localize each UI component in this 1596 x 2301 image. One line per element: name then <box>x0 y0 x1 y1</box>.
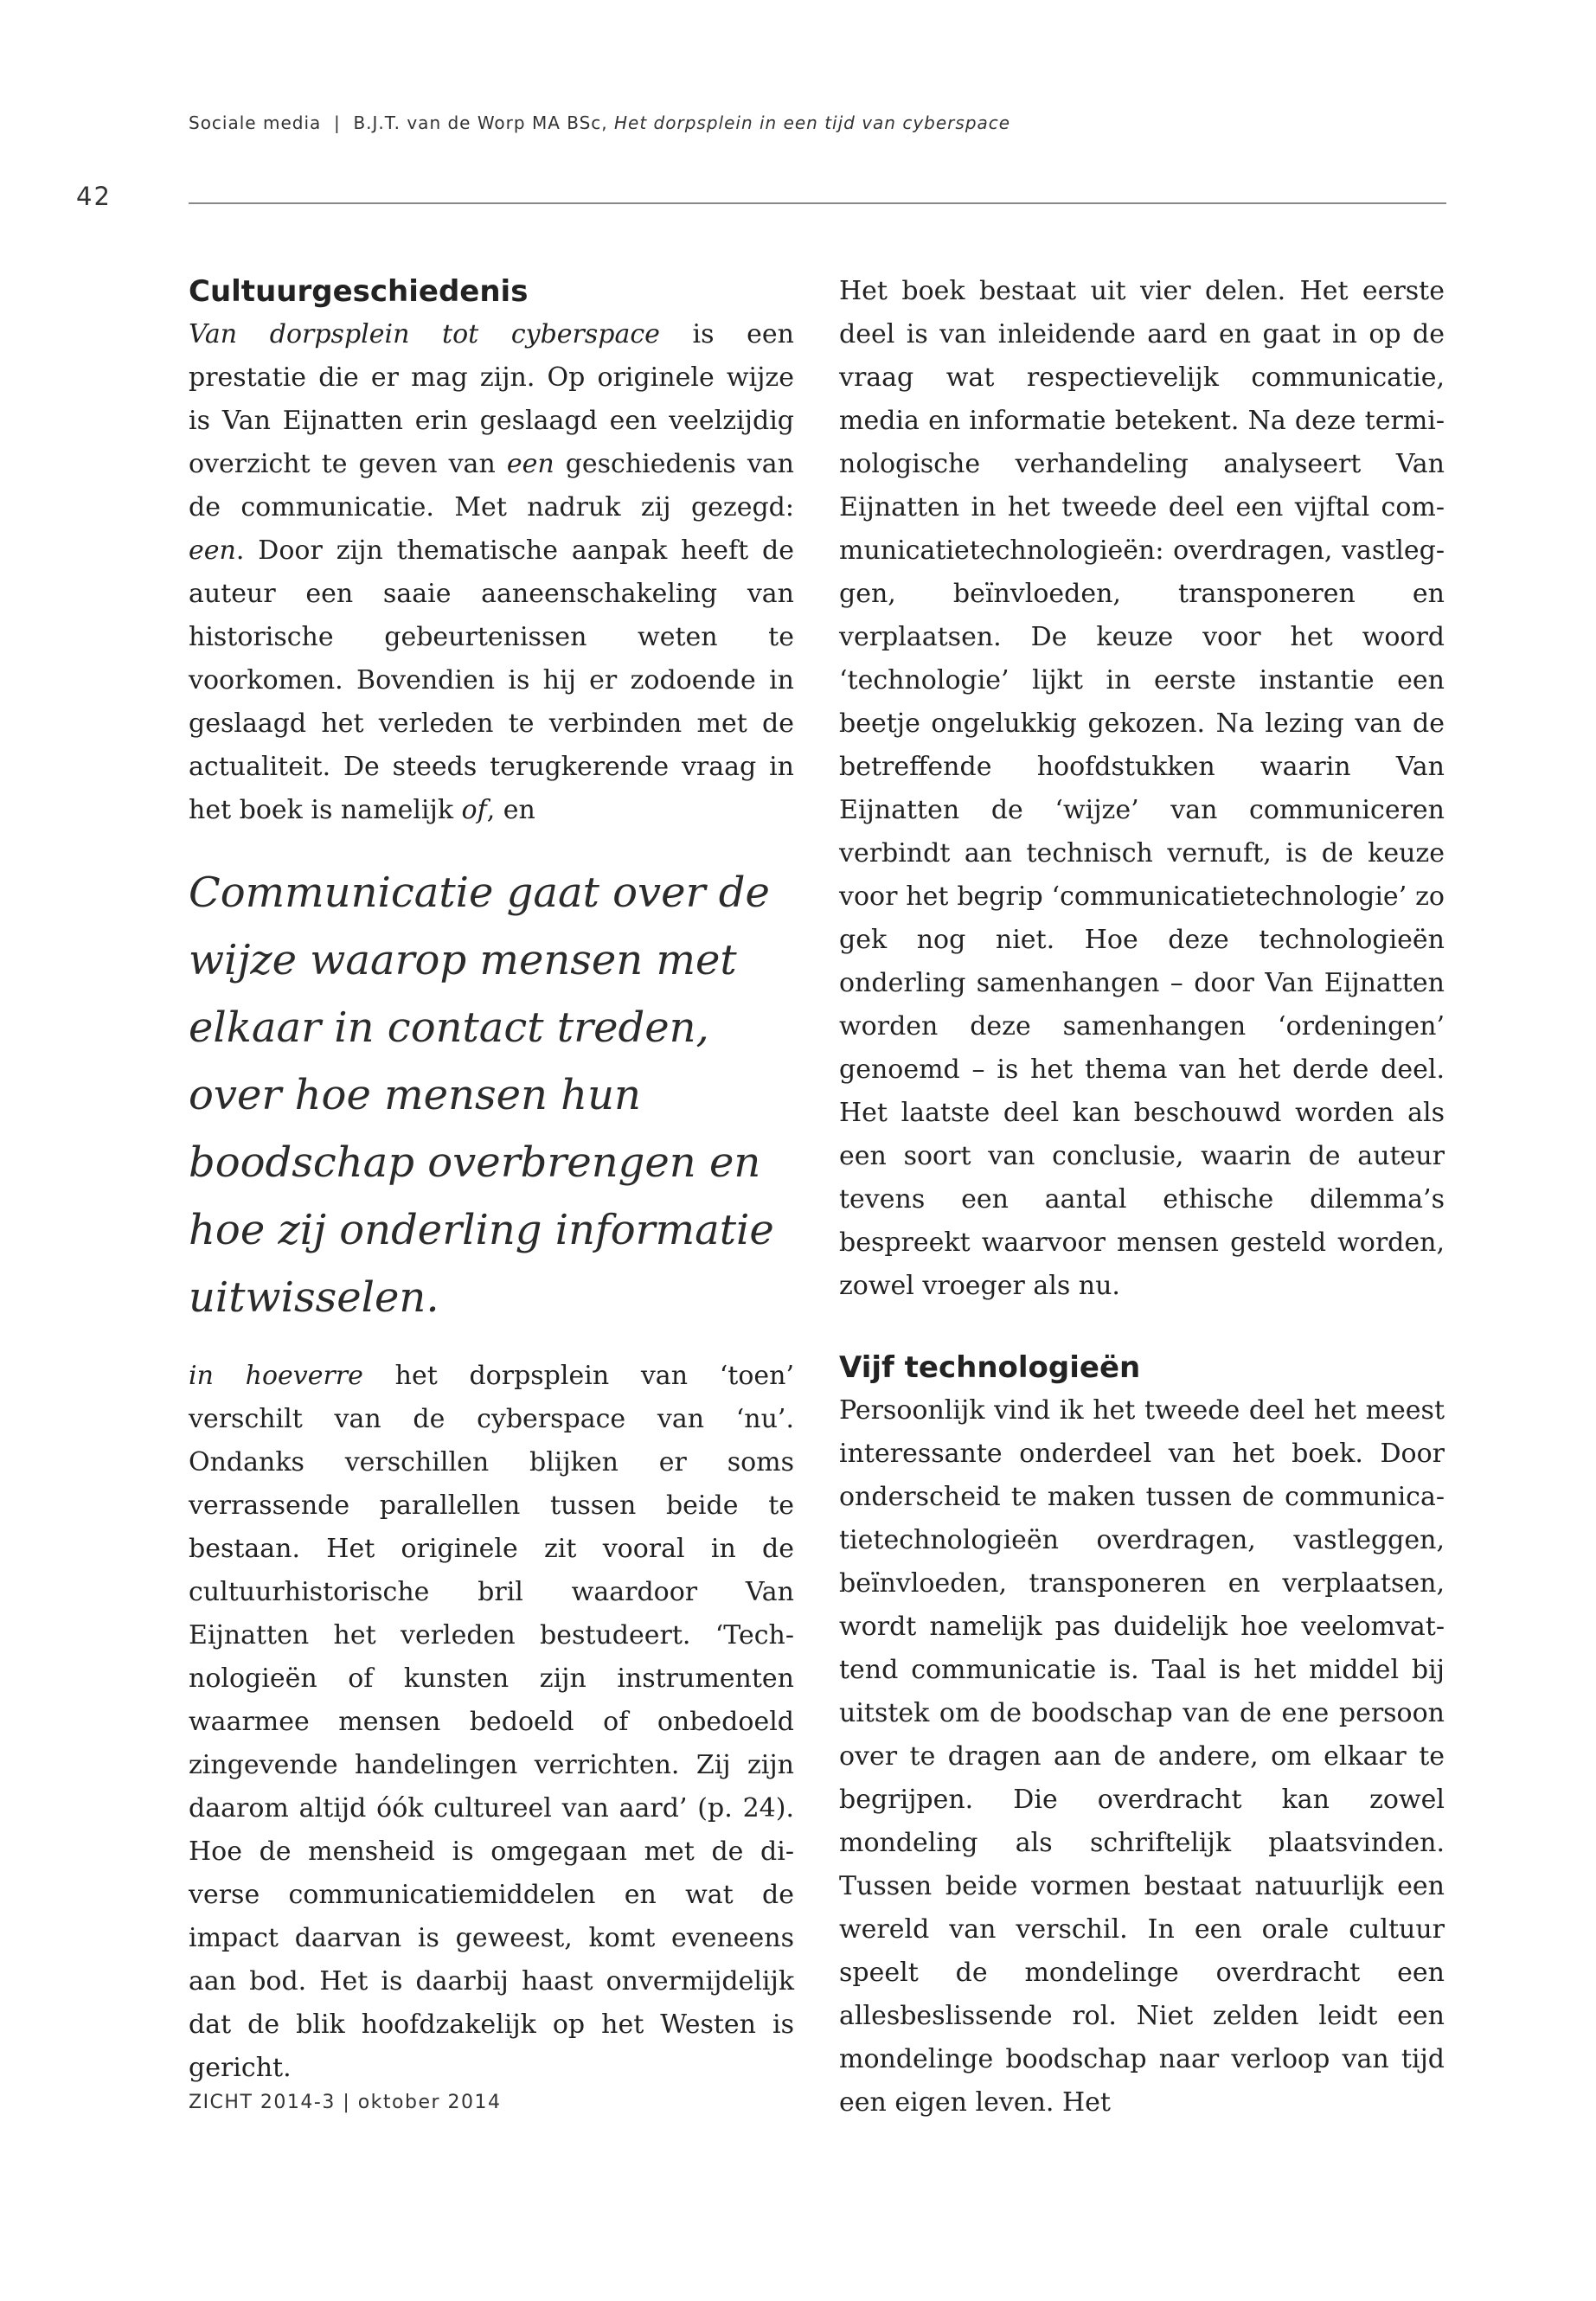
left-column-top <box>189 270 794 832</box>
book-title: Van dorpsplein tot cyberspace <box>189 319 660 349</box>
right-column <box>839 270 1445 2125</box>
page-number: 42 <box>76 182 112 211</box>
body-paragraph: Het boek bestaat uit vier delen. Het eerste deel is van inleidende aard en gaat in op de vraag wat respectievelijk communicatie, media en informatie betekent. Na deze terminologische verhandeling analyseert Van Eijnatten in het tweede deel een vijftal communicatietechnologieën: overdragen, vastleggen, beïnvloeden, transponeren en verplaatsen. De keuze voor het woord ‘technologie’ lijkt in eerste instantie een beetje ongelukkig gekozen. Na lezing van de betreffende hoofdstukken waarin Van Eijnatten de ‘wijze’ van communiceren verbindt aan technisch vernuft, is de keuze voor het begrip ‘communicatietechnologie’ zo gek nog niet. Hoe deze technologieën onderling samenhangen – door Van Eijnatten worden deze samenhangen ‘ordeningen’ genoemd – is het thema van het derde deel. Het laatste deel kan beschouwd worden als een soort van conclusie, waarin de auteur tevens een aantal ethische dilemma’s bespreekt waarvoor mensen gesteld worden, zowel vroeger als nu. <box>839 276 1445 1301</box>
header-rule <box>189 202 1446 204</box>
footer-issue: ZICHT 2014-3 | oktober 2014 <box>189 2092 502 2113</box>
running-head-section: Sociale media <box>189 112 322 133</box>
section-heading-cultuurgeschiedenis: Cultuurgeschiedenis <box>189 274 529 309</box>
running-head-title: Het dorpsplein in een tijd van cyberspace <box>614 112 1011 133</box>
left-column-bottom <box>189 1355 794 2090</box>
body-paragraph: in hoeverre het dorpsplein van ‘toen’ verschilt van de cyberspace van ‘nu’. Ondanks verschillen blijken er soms verrassende parallellen tussen beide te bestaan. Het originele zit vooral in de cultuurhistorische bril waardoor Van Eijnatten het verleden bestudeert. ‘Technologieën of kunsten zijn instrumenten waarmee mensen bedoeld of onbedoeld zingevende handelingen verrichten. Zij zijn daarom altijd óók cultureel van aard’ (p. 24). Hoe de mensheid is omgegaan met de diverse communicatiemiddelen en wat de impact daarvan is geweest, komt eveneens aan bod. Het is daarbij haast onvermijdelijk dat de blik hoofdzakelijk op het Westen is gericht. <box>189 1361 794 2083</box>
running-head-author: B.J.T. van de Worp MA BSc, <box>353 112 608 133</box>
running-head <box>189 112 1010 133</box>
body-paragraph: Van dorpsplein tot cyberspace is een prestatie die er mag zijn. Op originele wijze is Van Eijnatten erin geslaagd een veelzijdig overzicht te geven van een geschiedenis van de communicatie. Met nadruk zij gezegd: een. Door zijn thematische aanpak heeft de auteur een saaie aaneenschakeling van historische gebeurtenissen weten te voorkomen. Bovendien is hij er zodoende in geslaagd het verleden te verbinden met de actualiteit. De steeds terugkerende vraag in het boek is namelijk of, en <box>189 319 794 825</box>
pull-quote-text: Communicatie gaat over de wijze waarop mensen met elkaar in contact treden, over hoe mensen hun boodschap overbrengen en hoe zij onderling informatie uitwisselen. <box>189 868 774 1322</box>
body-paragraph: Persoonlijk vind ik het tweede deel het meest interessante onderdeel van het boek. Door onderscheid te maken tussen de communicatietechnologieën overdragen, vastleggen, beïnvloeden, transponeren en verplaatsen, wordt namelijk pas duidelijk hoe veelomvattend communicatie is. Taal is het middel bij uitstek om de boodschap van de ene persoon over te dragen aan de andere, om elkaar te begrijpen. Die overdracht kan zowel mondeling als schriftelijk plaatsvinden. Tussen beide vormen bestaat natuurlijk een wereld van verschil. In een orale cultuur speelt de mondelinge overdracht een allesbeslissende rol. Niet zelden leidt een mondelinge boodschap naar verloop van tijd een eigen leven. Het <box>839 1395 1445 2118</box>
running-head-separator: | <box>333 112 341 133</box>
section-heading-vijf-technologieen: Vijf technologieën <box>839 1350 1141 1385</box>
pull-quote <box>189 859 811 1331</box>
